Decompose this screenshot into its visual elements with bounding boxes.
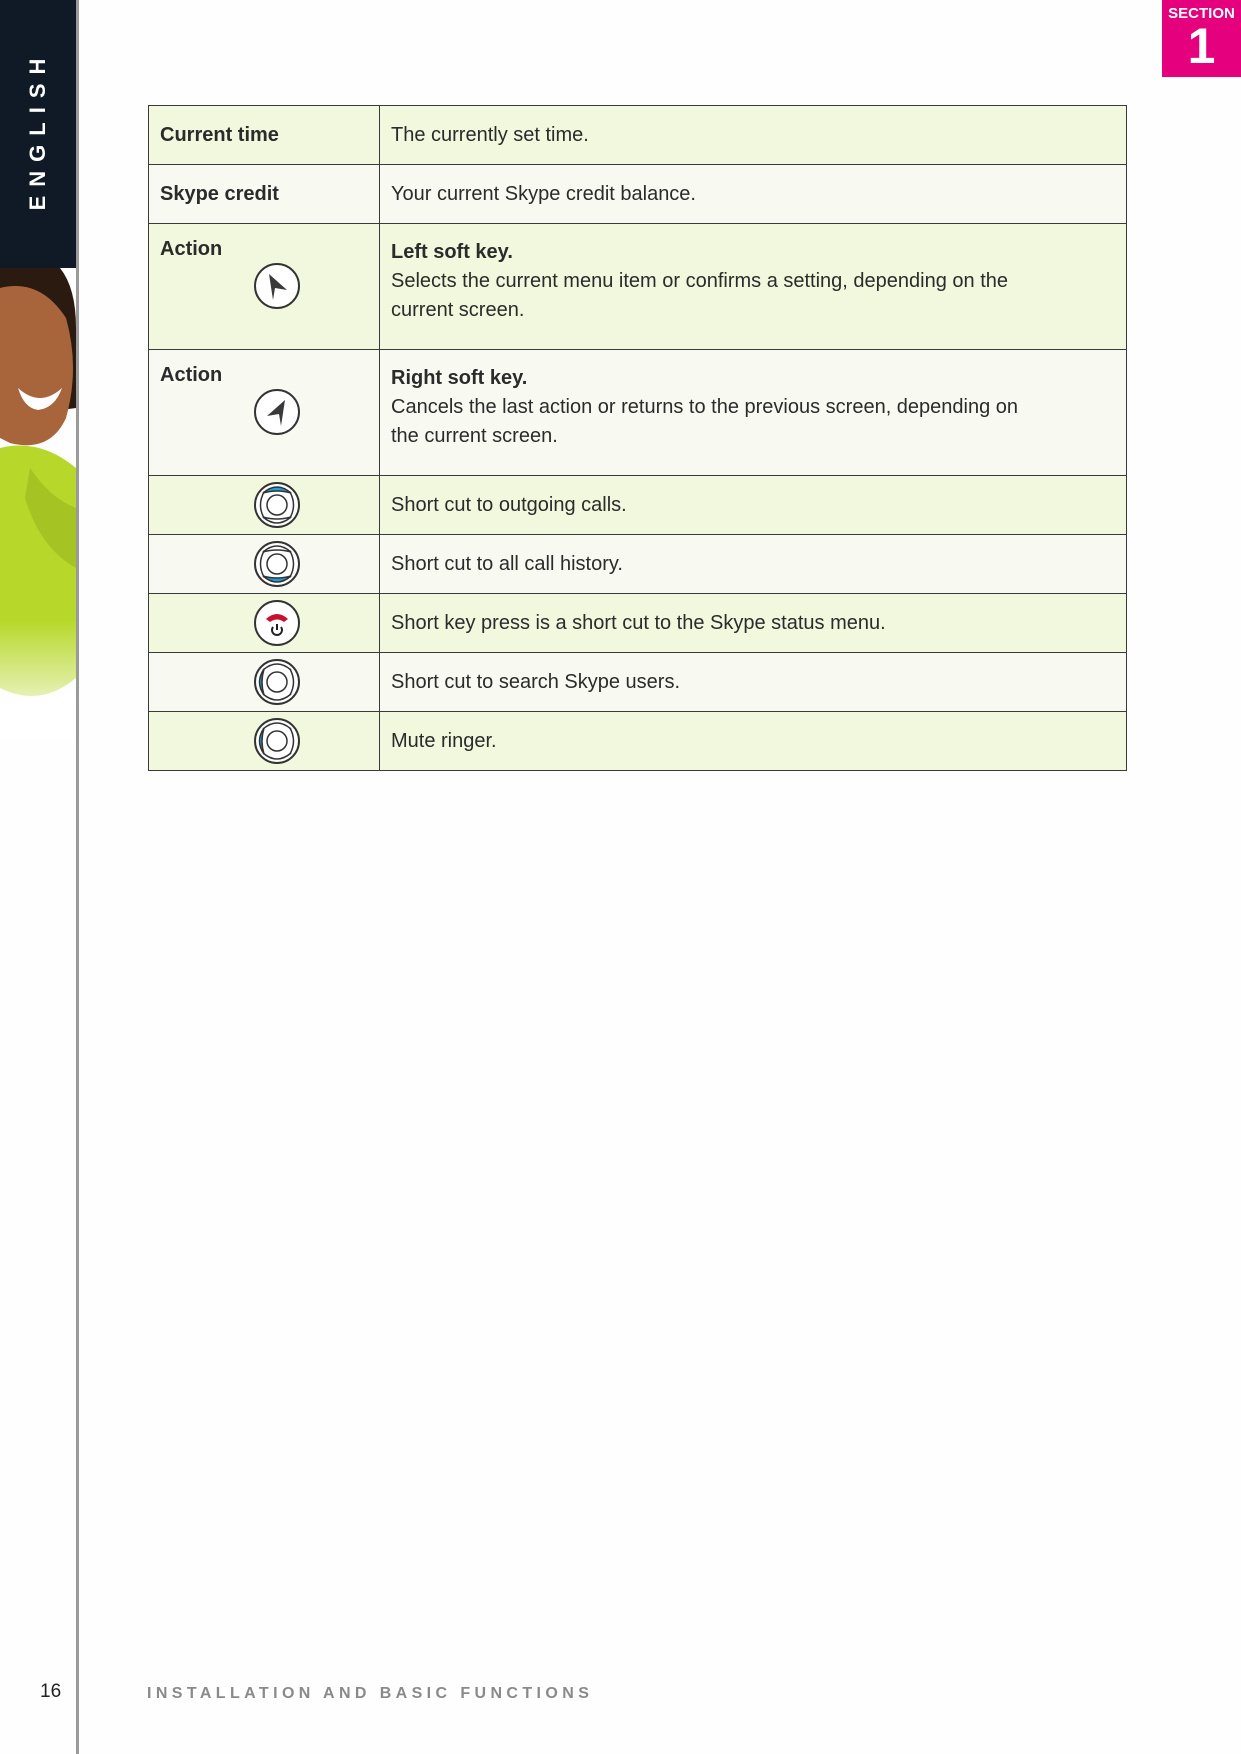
row-desc-cell (380, 653, 1127, 712)
row-text: Your current Skype credit balance. (391, 182, 696, 205)
margin-rule (76, 0, 79, 1754)
row-text: Short key press is a short cut to the Skype status menu. (391, 611, 886, 634)
row-label: Action (160, 364, 223, 386)
row-desc-cell (380, 594, 1127, 653)
nav-up-key-icon (253, 481, 301, 529)
table-row (149, 106, 1127, 165)
section-badge (1162, 0, 1241, 77)
table-row (149, 350, 1127, 476)
language-label: ENGLISH (25, 49, 50, 211)
row-title: Left soft key. (391, 241, 513, 263)
row-label: Current time (160, 123, 279, 146)
end-call-power-key-icon (253, 599, 301, 647)
row-desc-cell (380, 165, 1127, 224)
row-icon-cell (149, 653, 380, 712)
row-desc-cell (380, 712, 1127, 771)
table-row (149, 476, 1127, 535)
row-icon-cell (149, 476, 380, 535)
right-soft-key-icon (253, 388, 301, 436)
row-label-cell (149, 106, 380, 165)
table-row (149, 712, 1127, 771)
row-desc-cell (380, 224, 1127, 350)
row-text: Short cut to outgoing calls. (391, 493, 627, 516)
table-row (149, 594, 1127, 653)
left-soft-key-icon (253, 262, 301, 310)
row-label: Skype credit (160, 182, 279, 205)
row-desc-cell (380, 350, 1127, 476)
table-row (149, 165, 1127, 224)
table-row (149, 653, 1127, 712)
row-desc-cell (380, 476, 1127, 535)
row-text: Short cut to all call history. (391, 552, 623, 575)
footer-title: INSTALLATION AND BASIC FUNCTIONS (147, 1685, 594, 1702)
section-number: 1 (1187, 18, 1216, 74)
nav-down-key-icon (253, 540, 301, 588)
row-desc-cell (380, 106, 1127, 165)
table-row (149, 535, 1127, 594)
row-label-cell (149, 350, 380, 476)
row-label-cell (149, 165, 380, 224)
key-functions-table (148, 105, 1127, 771)
row-text: Selects the current menu item or confirms a setting, depending on the current screen. (391, 270, 1009, 321)
row-label-cell (149, 224, 380, 350)
row-label: Action (160, 238, 223, 260)
page-number: 16 (40, 1681, 62, 1702)
language-tab (0, 0, 76, 268)
row-text: The currently set time. (391, 123, 589, 146)
nav-left-key-icon (253, 658, 301, 706)
row-text: Short cut to search Skype users. (391, 670, 681, 693)
row-icon-cell (149, 594, 380, 653)
table-row (149, 224, 1127, 350)
nav-left-key-icon (253, 717, 301, 765)
section-label: SECTION (1168, 5, 1235, 22)
row-desc-cell (380, 535, 1127, 594)
row-text: Mute ringer. (391, 729, 497, 752)
row-text: Cancels the last action or returns to the previous screen, depending on the current screen. (391, 396, 1019, 447)
row-icon-cell (149, 535, 380, 594)
row-icon-cell (149, 712, 380, 771)
woman-photo (0, 268, 76, 738)
row-title: Right soft key. (391, 367, 528, 389)
